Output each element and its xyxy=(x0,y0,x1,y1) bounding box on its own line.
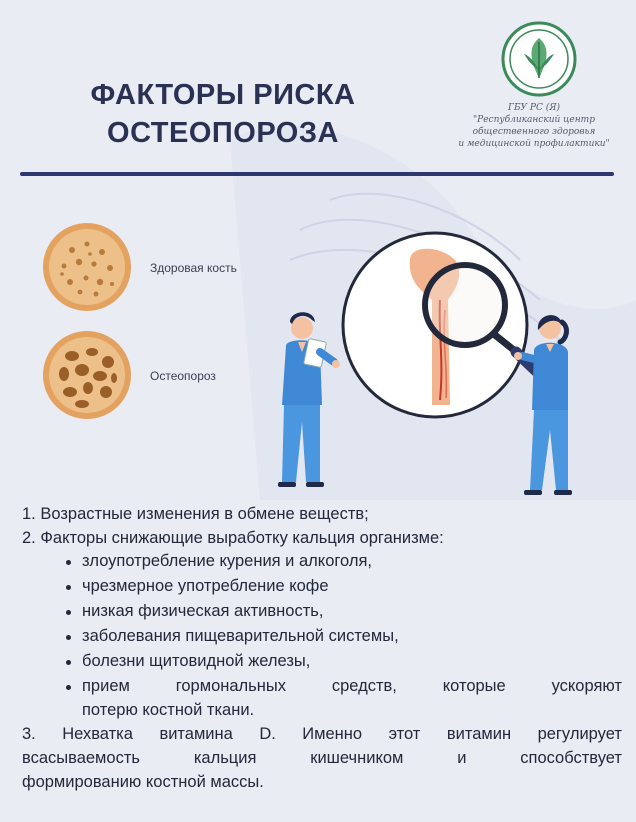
factor-sub-6-continued: потерю костной ткани. xyxy=(82,701,255,719)
word: ускоряют xyxy=(551,677,622,695)
doctor-left xyxy=(278,312,340,487)
factor-sub-3: низкая физическая активность, xyxy=(82,602,324,620)
word: 3. xyxy=(22,725,36,743)
org-line-2: "Республиканский центр xyxy=(473,115,595,125)
word: витамин xyxy=(446,725,512,743)
factor-item-3-line-1 xyxy=(22,725,622,744)
factor-item-1: 1. Возрастные изменения в обмене веществ; xyxy=(22,505,369,523)
bullet-icon xyxy=(66,660,71,665)
factor-item-2: 2. Факторы снижающие выработку кальция организме: xyxy=(22,529,444,547)
osteoporosis-bone-icon xyxy=(42,330,132,420)
word: этот xyxy=(388,725,421,743)
factor-item-3-line-2 xyxy=(22,749,622,768)
header-divider xyxy=(20,172,614,176)
org-line-4: и медицинской профилактики" xyxy=(458,139,610,149)
leaf-emblem-icon xyxy=(500,20,578,98)
word: которые xyxy=(442,677,506,695)
word: кальция xyxy=(193,749,257,767)
word: регулирует xyxy=(537,725,622,743)
osteoporosis-bone-label: Остеопороз xyxy=(150,369,216,383)
factor-sub-2: чрезмерное употребление кофе xyxy=(82,577,329,595)
page-title xyxy=(58,76,388,152)
bullet-icon xyxy=(66,560,71,565)
word: и xyxy=(457,749,467,767)
organization-name xyxy=(446,102,622,150)
word: Именно xyxy=(302,725,363,743)
word: прием xyxy=(82,677,130,695)
org-line-1: ГБУ РС (Я) xyxy=(507,103,561,113)
factor-item-3-line-3: формированию костной массы. xyxy=(22,773,264,791)
bullet-icon xyxy=(66,635,71,640)
word: гормональных xyxy=(175,677,286,695)
word: витамина xyxy=(159,725,233,743)
word: способствует xyxy=(520,749,622,767)
factor-sub-4: заболевания пищеварительной системы, xyxy=(82,627,399,645)
factor-sub-6 xyxy=(82,677,622,696)
word: средств, xyxy=(331,677,397,695)
word: Нехватка xyxy=(62,725,133,743)
factor-sub-1: злоупотребление курения и алкоголя, xyxy=(82,552,372,570)
bullet-icon xyxy=(66,685,71,690)
org-line-3: общественного здоровья xyxy=(472,127,596,137)
healthy-bone-label: Здоровая кость xyxy=(150,261,237,275)
doctors-illustration xyxy=(260,190,636,510)
title-line-1: ФАКТОРЫ РИСКА xyxy=(90,79,356,111)
factor-sub-5: болезни щитовидной железы, xyxy=(82,652,311,670)
healthy-bone-icon xyxy=(42,222,132,312)
bullet-icon xyxy=(66,585,71,590)
word: D. xyxy=(259,725,276,743)
bullet-icon xyxy=(66,610,71,615)
word: всасываемость xyxy=(22,749,140,767)
title-line-2: ОСТЕОПОРОЗА xyxy=(107,117,339,149)
word: кишечником xyxy=(310,749,404,767)
